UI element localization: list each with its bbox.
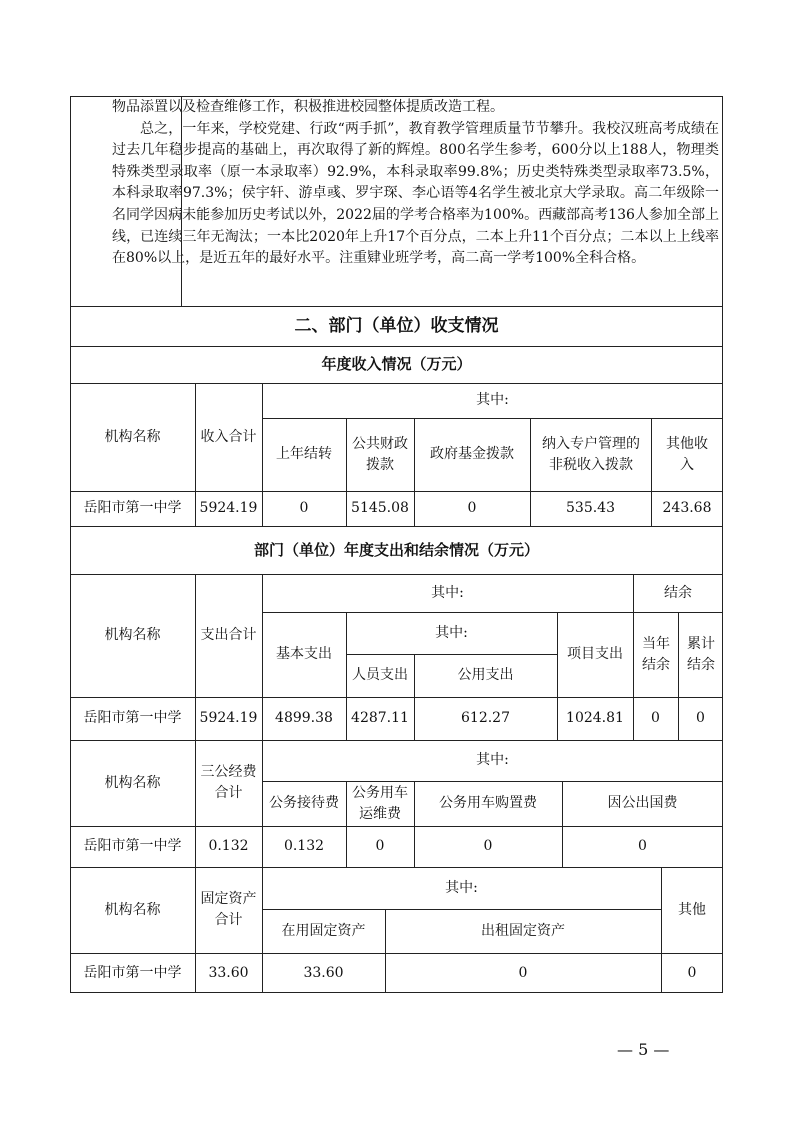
assets-col-in-use: 在用固定资产 xyxy=(281,922,366,939)
income-title: 年度收入情况（万元） xyxy=(321,355,472,373)
expense-col-among: 其中: xyxy=(431,584,464,601)
assets-col-rented: 出租固定资产 xyxy=(481,922,565,939)
sangong-row-reception: 0.132 xyxy=(283,838,325,854)
assets-col-org: 机构名称 xyxy=(104,901,161,918)
sangong-row-total: 0.132 xyxy=(208,838,249,854)
income-row-org: 岳阳市第一中学 xyxy=(83,500,182,516)
sangong-col-vehicle-ops: 公务用车运维费 xyxy=(352,784,408,822)
sangong-row-vehicle-buy: 0 xyxy=(483,838,493,854)
expense-col-balance: 结余 xyxy=(664,584,692,601)
assets-row-total: 33.60 xyxy=(208,964,249,981)
expense-col-personnel: 人员支出 xyxy=(352,667,408,683)
expense-row-org: 岳阳市第一中学 xyxy=(83,710,182,726)
sangong-col-org: 机构名称 xyxy=(104,774,161,791)
expense-col-public: 公用支出 xyxy=(457,667,514,683)
sangong-col-total: 三公经费合计 xyxy=(200,764,257,801)
expense-row-public: 612.27 xyxy=(461,710,510,726)
expense-col-org: 机构名称 xyxy=(104,627,161,643)
expense-col-project: 项目支出 xyxy=(567,646,623,662)
expense-col-basic: 基本支出 xyxy=(276,646,332,662)
assets-col-total: 固定资产合计 xyxy=(200,891,257,928)
income-col-among: 其中: xyxy=(476,392,509,408)
narrative-paragraph: 总之，一年来，学校党建、行政“两手抓”，教育教学管理质量节节攀升。我校汉班高考成绩在过去几年稳步提高的基础上，再次取得了新的辉煌。800名学生参考，600分以上188人，物理类特殊类型录取率（原一本录取率）92.9%，本科录取率99.8%；历史类特殊类型录取率73.5%，本科录取率97.3%；侯宇轩、游卓彧、罗宇琛、李心语等4名学生被北京大学录取。高二年级除一名同学因病未能参加历史考试以外，2022届的学考合格率为100%。西藏部高考136人参加全部上线，已连续三年无淘汰；一本比2020年上升17个百分点，二本上升11个百分点；二本以上上线率在80%以上，是近五年的最好水平。注重肄业班学考，高二高一学考100%全科合格。 xyxy=(112,120,719,267)
expense-col-year-balance: 当年结余 xyxy=(642,635,670,673)
expense-col-among2: 其中: xyxy=(435,624,468,641)
income-row-carryover: 0 xyxy=(299,500,309,516)
income-row-fund: 0 xyxy=(467,500,477,516)
sangong-row-abroad: 0 xyxy=(638,838,647,854)
expense-row-project: 1024.81 xyxy=(566,710,624,726)
expense-row-basic: 4899.38 xyxy=(275,710,333,726)
expense-row-cum-balance: 0 xyxy=(696,710,705,726)
assets-col-among: 其中: xyxy=(445,879,478,896)
income-row-fiscal: 5145.08 xyxy=(351,500,409,516)
income-col-total: 收入合计 xyxy=(200,428,257,445)
sangong-row-org: 岳阳市第一中学 xyxy=(83,838,182,854)
assets-col-other: 其他 xyxy=(678,901,706,918)
assets-row-other: 0 xyxy=(687,964,697,981)
income-col-other: 其他收入 xyxy=(666,435,708,473)
expense-col-cum-balance: 累计结余 xyxy=(687,635,715,673)
income-row-nontax: 535.43 xyxy=(566,500,615,516)
expense-row-year-balance: 0 xyxy=(651,710,660,726)
expense-row-total: 5924.19 xyxy=(199,710,258,726)
expense-title: 部门（单位）年度支出和结余情况（万元） xyxy=(253,540,539,559)
assets-row-org: 岳阳市第一中学 xyxy=(83,964,182,981)
page-number: — 5 — xyxy=(617,1040,670,1059)
income-row-other: 243.68 xyxy=(662,500,712,516)
sangong-row-vehicle-ops: 0 xyxy=(375,838,385,854)
assets-row-rented: 0 xyxy=(518,964,528,981)
income-col-fiscal: 公共财政拨款 xyxy=(352,435,408,473)
sangong-col-abroad: 因公出国费 xyxy=(607,795,678,811)
sangong-col-among: 其中: xyxy=(476,752,509,768)
expense-row-personnel: 4287.11 xyxy=(351,710,409,726)
income-col-fund: 政府基金拨款 xyxy=(430,446,514,462)
expense-col-total: 支出合计 xyxy=(200,627,257,643)
income-col-carryover: 上年结转 xyxy=(276,446,332,462)
sangong-col-vehicle-buy: 公务用车购置费 xyxy=(439,795,537,811)
section-title: 二、部门（单位）收支情况 xyxy=(294,315,499,336)
income-col-nontax: 纳入专户管理的非税收入拨款 xyxy=(542,435,640,473)
assets-row-in-use: 33.60 xyxy=(303,964,344,981)
narrative-line1: 物品添置以及检查维修工作，积极推进校园整体提质改造工程。 xyxy=(112,99,504,115)
sangong-col-reception: 公务接待费 xyxy=(269,795,339,811)
income-row-total: 5924.19 xyxy=(199,500,258,516)
income-col-org: 机构名称 xyxy=(104,428,161,445)
